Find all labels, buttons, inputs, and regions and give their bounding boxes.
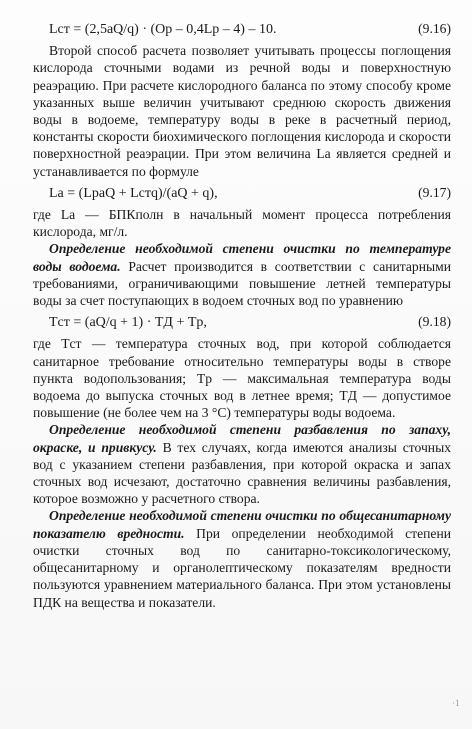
- page-corner-mark: ·1: [452, 698, 460, 708]
- formula-9-17: [33, 184, 451, 202]
- section-body: При определении необходимой степени очистки сточных вод по санитарно-токсикологическому, общесанитарному и органолептическому показателям вредности пользуются уравнением материального баланса. При этом установлены ПДК на вещества и показатели.: [33, 525, 451, 610]
- formula-expression: Lст = (2,5aQ/q) · (Oр – 0,4Lр – 4) – 10.: [49, 22, 277, 37]
- text-column: [33, 16, 451, 611]
- section-temperature: [33, 240, 451, 309]
- section-general-sanitary: [33, 507, 451, 610]
- paragraph-second-method: Второй способ расчета позволяет учитывать процессы поглощения кислорода сточными водами из речной воды и поверхностную реаэрацию. При расчете кислородного баланса по этому способу кроме указанных выше величин учитывают среднюю скорость движения воды в водоеме, температуру воды в реке в расчетный период, константы скорости биохимического поглощения кислорода и скорости поверхностной реаэрации. При этом величина Lа является средней и устанавливается по формуле: [33, 43, 451, 179]
- formula-number: (9.18): [418, 314, 451, 330]
- formula-expression: Lа = (LрaQ + Lстq)/(aQ + q),: [49, 185, 218, 201]
- formula-expression: Tст = (aQ/q + 1) · TД + Tр,: [49, 315, 207, 331]
- section-dilution: [33, 421, 451, 507]
- section-heading: Определение необходимой степени очистки по температуре воды водоема.: [33, 241, 451, 274]
- paragraph-where-tst: где Tст — температура сточных вод, при которой соблюдается санитарное требование относительно температуры воды в створе пункта водопользования; Tр — максимальная температура воды водоема до выпуска сточных вод в летнее время; TД — допустимое повышение (не более чем на 3 °С) температуры воды водоема.: [33, 336, 451, 421]
- formula-9-16: [33, 20, 451, 38]
- formula-number: (9.16): [418, 21, 451, 36]
- section-heading: Определение необходимой степени разбавления по запаху, окраске, и привкусу.: [33, 422, 451, 455]
- formula-number: (9.17): [418, 184, 451, 200]
- formula-9-18: [33, 313, 451, 331]
- section-heading: Определение необходимой степени очистки по общесанитарному показателю вредности.: [33, 508, 451, 541]
- section-body: Расчет производится в соответствии с санитарными требованиями, ограничивающими повышение летней температуры воды за счет поступающих в водоем сточных вод по уравнению: [33, 258, 452, 309]
- section-body: В тех случаях, когда имеются анализы сточных вод с указанием степени разбавления, при которой окраска и запах сточных вод исчезают, достаточно сравнения величины разбавления, которое возможно у расчетного створа.: [33, 439, 451, 507]
- paragraph-where-la: где Lа — БПКполн в начальный момент процесса потребления кислорода, мг/л.: [33, 207, 451, 240]
